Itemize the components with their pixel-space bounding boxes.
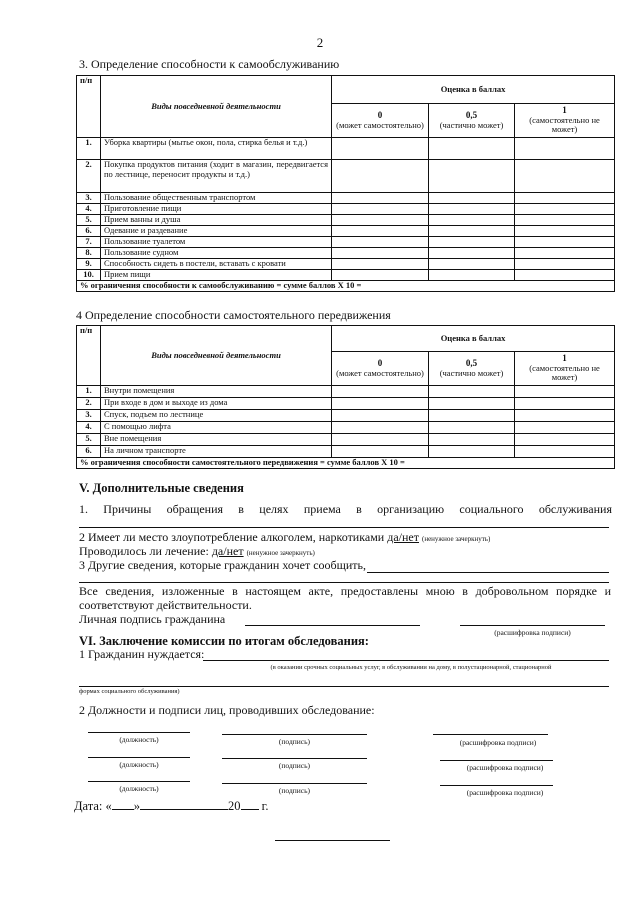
section5-title: V. Дополнительные сведения — [79, 481, 244, 495]
score-0: 0 (может самостоятельно) — [332, 104, 429, 138]
score-cell[interactable] — [332, 386, 429, 398]
score-cell[interactable] — [332, 237, 429, 248]
score-cell[interactable] — [429, 160, 515, 193]
table-row: 10. Прием пищи — [77, 270, 615, 281]
score-cell[interactable] — [332, 160, 429, 193]
score-05: 0,5 (частично может) — [429, 352, 515, 386]
needs-label: 1 Гражданин нуждается: — [79, 647, 205, 661]
col-num-header: п/п — [77, 76, 101, 138]
score-cell[interactable] — [515, 193, 615, 204]
score-cell[interactable] — [429, 422, 515, 434]
score-cell[interactable] — [332, 434, 429, 446]
score-cell[interactable] — [332, 270, 429, 281]
score-cell[interactable] — [332, 410, 429, 422]
score-cell[interactable] — [515, 204, 615, 215]
signature-caption: (подпись) — [278, 761, 311, 770]
score-cell[interactable] — [515, 160, 615, 193]
score-cell[interactable] — [515, 422, 615, 434]
table-row: 3. Пользование общественным транспортом — [77, 193, 615, 204]
score-cell[interactable] — [429, 237, 515, 248]
signature-decode-line[interactable] — [460, 625, 605, 626]
position-caption: (должность) — [119, 760, 159, 769]
table-row: 9. Способность сидеть в постели, вставать с кровати — [77, 259, 615, 270]
score-cell[interactable] — [429, 410, 515, 422]
date-month[interactable] — [140, 809, 228, 810]
col-num-header: п/п — [77, 326, 101, 386]
section4-title: 4 Определение способности самостоятельного передвижения — [76, 308, 391, 322]
needs-caption-2: формах социального обслуживания) — [79, 688, 180, 695]
footer-line — [275, 840, 390, 841]
position-line[interactable] — [88, 757, 190, 758]
score-cell[interactable] — [515, 270, 615, 281]
decode-caption: (расшифровка подписи) — [466, 788, 544, 797]
treatment-question: Проводилось ли лечение: да/нет (ненужное зачеркнуть) — [79, 544, 315, 558]
score-cell[interactable] — [515, 434, 615, 446]
needs-line-2[interactable] — [79, 686, 609, 687]
signature-caption: (подпись) — [278, 786, 311, 795]
decode-line[interactable] — [440, 785, 553, 786]
score-cell[interactable] — [332, 138, 429, 160]
table-row: 8. Пользование судном — [77, 248, 615, 259]
needs-caption: (в оказании срочных социальных услуг, в обслуживании на дому, в полустационарной, стационарной — [270, 664, 552, 671]
score-cell[interactable] — [515, 446, 615, 458]
score-cell[interactable] — [332, 248, 429, 259]
table-row: 5. Вне помещения — [77, 434, 615, 446]
reasons-label: 1. Причины обращения в целях приема в организацию социального обслуживания — [79, 502, 612, 516]
signature-line[interactable] — [222, 783, 367, 784]
score-cell[interactable] — [332, 204, 429, 215]
table-row: 1. Уборка квартиры (мытье окон, пола, стирка белья и т.д.) — [77, 138, 615, 160]
table-row: 2. При входе в дом и выходе из дома — [77, 398, 615, 410]
score-cell[interactable] — [429, 398, 515, 410]
score-cell[interactable] — [429, 270, 515, 281]
decode-caption: (расшифровка подписи) — [466, 763, 544, 772]
score-cell[interactable] — [429, 215, 515, 226]
score-cell[interactable] — [515, 259, 615, 270]
score-cell[interactable] — [515, 237, 615, 248]
other-info-label: 3 Другие сведения, которые гражданин хочет сообщить, — [79, 558, 367, 572]
treatment-yesno[interactable]: да/нет — [211, 544, 244, 558]
table-row: 6. Одевание и раздевание — [77, 226, 615, 237]
reasons-line[interactable] — [79, 527, 609, 528]
score-cell[interactable] — [332, 398, 429, 410]
signature-caption: (расшифровка подписи) — [494, 628, 571, 637]
section3-table — [76, 75, 615, 292]
col-activity-header: Виды повседневной деятельности — [101, 76, 332, 138]
table-row: 4. Приготовление пищи — [77, 204, 615, 215]
col-activity-header: Виды повседневной деятельности — [101, 326, 332, 386]
signature-label: Личная подпись гражданина — [79, 612, 226, 626]
col-score-header: Оценка в баллах — [332, 76, 615, 104]
score-cell[interactable] — [429, 386, 515, 398]
position-line[interactable] — [88, 781, 190, 782]
total-row: % ограничения способности самостоятельного передвижения = сумме баллов Х 10 = — [77, 458, 615, 469]
signature-line[interactable] — [222, 734, 367, 735]
table-row: 1. Внутри помещения — [77, 386, 615, 398]
table-row: 3. Спуск, подъем по лестнице — [77, 410, 615, 422]
score-cell[interactable] — [515, 138, 615, 160]
section3-title: 3. Определение способности к самообслуживанию — [79, 57, 340, 71]
signature-line[interactable] — [245, 625, 420, 626]
statement-text: Все сведения, изложенные в настоящем акте, предоставлены мною в добровольном порядке и соответствуют действительности. — [79, 584, 611, 612]
score-cell[interactable] — [332, 446, 429, 458]
table-row: 6. На личном транспорте — [77, 446, 615, 458]
score-cell[interactable] — [515, 398, 615, 410]
position-line[interactable] — [88, 732, 190, 733]
date-day[interactable] — [112, 809, 134, 810]
date-field: Дата: « » 20 г. — [74, 799, 269, 813]
date-year[interactable] — [241, 809, 259, 810]
score-cell[interactable] — [332, 259, 429, 270]
commission-label: 2 Должности и подписи лиц, проводивших обследование: — [79, 703, 375, 717]
signature-caption: (подпись) — [278, 737, 311, 746]
score-cell[interactable] — [429, 434, 515, 446]
needs-line[interactable] — [203, 660, 609, 661]
score-cell[interactable] — [332, 193, 429, 204]
other-info-line[interactable] — [367, 572, 609, 573]
page-number: 2 — [316, 35, 324, 50]
signature-line[interactable] — [222, 758, 367, 759]
alcohol-yesno[interactable]: да/нет — [387, 530, 419, 544]
score-0: 0 (может самостоятельно) — [332, 352, 429, 386]
score-cell[interactable] — [332, 215, 429, 226]
score-05: 0,5 (частично может) — [429, 104, 515, 138]
score-cell[interactable] — [429, 204, 515, 215]
score-cell[interactable] — [332, 422, 429, 434]
score-1: 1 (самостоятельно не может) — [515, 352, 615, 386]
col-score-header: Оценка в баллах — [332, 326, 615, 352]
table-row: 2. Покупка продуктов питания (ходит в магазин, передвигается по лестнице, переносит продукты и т.д.) — [77, 160, 615, 193]
score-cell[interactable] — [429, 226, 515, 237]
table-row: 4. С помощью лифта — [77, 422, 615, 434]
decode-line[interactable] — [440, 760, 553, 761]
score-cell[interactable] — [429, 193, 515, 204]
score-1: 1 (самостоятельно не может) — [515, 104, 615, 138]
score-cell[interactable] — [429, 259, 515, 270]
score-cell[interactable] — [515, 410, 615, 422]
score-cell[interactable] — [332, 226, 429, 237]
position-caption: (должность) — [119, 735, 159, 744]
alcohol-question: 2 Имеет ли место злоупотребление алкоголем, наркотиками да/нет (ненужное зачеркнуть) — [79, 530, 491, 544]
score-cell[interactable] — [515, 226, 615, 237]
score-cell[interactable] — [429, 446, 515, 458]
position-caption: (должность) — [119, 784, 159, 793]
total-row: % ограничения способности к самообслуживанию = сумме баллов Х 10 = — [77, 281, 615, 292]
score-cell[interactable] — [515, 386, 615, 398]
score-cell[interactable] — [429, 248, 515, 259]
decode-line[interactable] — [433, 734, 548, 735]
table-row: 5. Прием ванны и душа — [77, 215, 615, 226]
score-cell[interactable] — [515, 248, 615, 259]
decode-caption: (расшифровка подписи) — [459, 738, 537, 747]
section4-table — [76, 325, 615, 469]
score-cell[interactable] — [429, 138, 515, 160]
section6-title: VI. Заключение комиссии по итогам обследования: — [79, 634, 369, 648]
other-info-line-2[interactable] — [79, 582, 609, 583]
table-row: 7. Пользование туалетом — [77, 237, 615, 248]
score-cell[interactable] — [515, 215, 615, 226]
